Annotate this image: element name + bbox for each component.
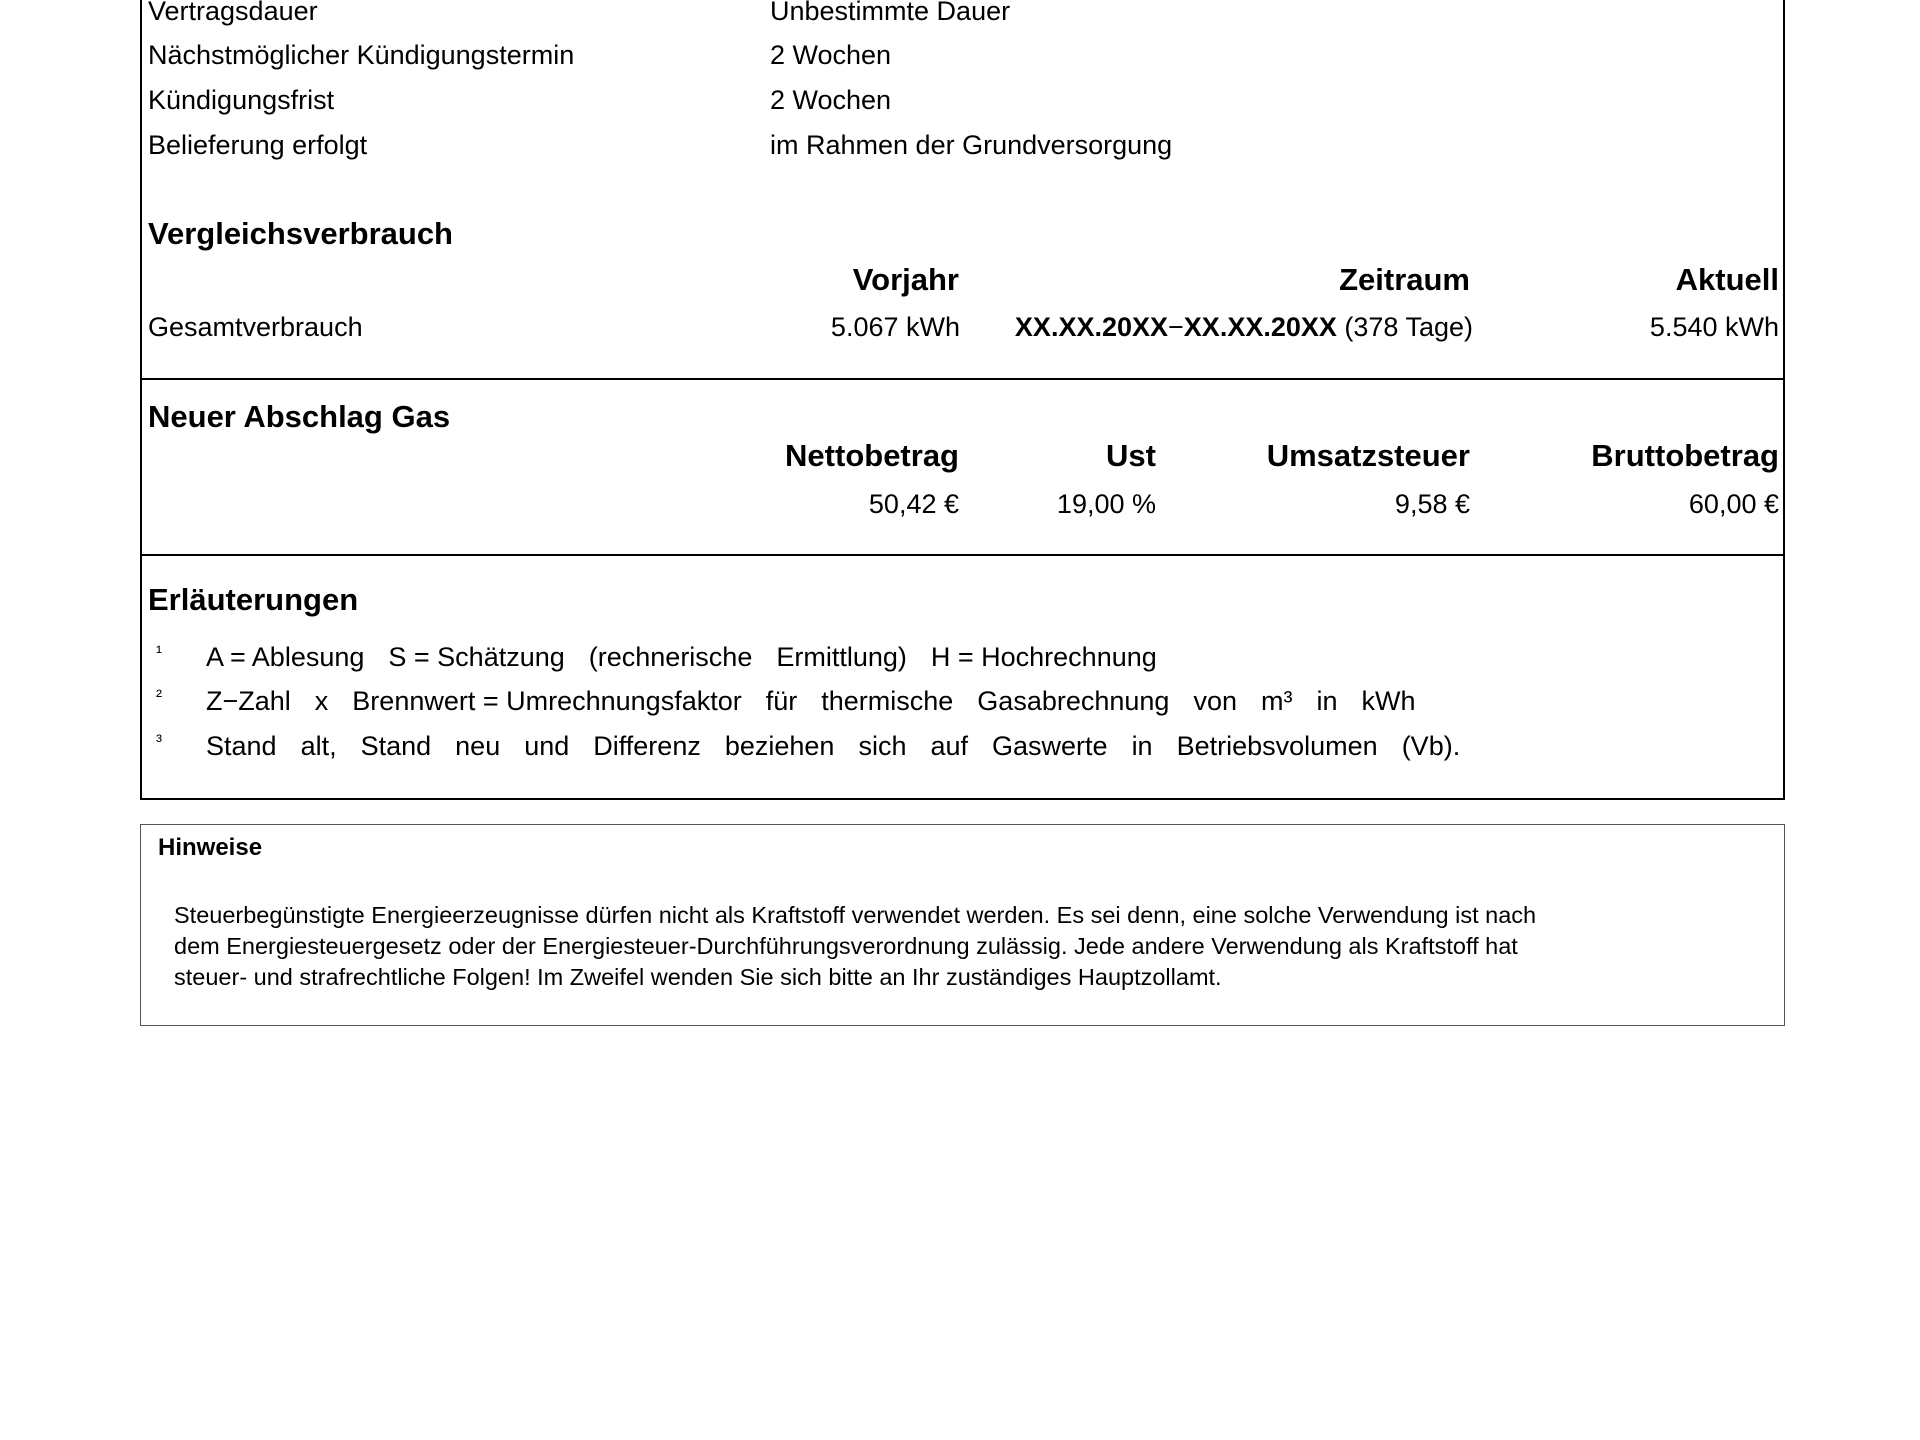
footnote-mark: ¹ [156,642,162,662]
footnote-word: A = Ablesung [206,642,365,672]
consumption-label: Gesamtverbrauch [148,312,363,342]
footnote-word: von [1193,686,1237,716]
footnote-word: Gaswerte [992,731,1108,761]
umsatzsteuer-value: 9,58 € [1394,489,1470,519]
contract-value: im Rahmen der Grundversorgung [770,130,1173,160]
header-netto: Nettobetrag [785,438,959,473]
footnote-1 [206,642,1181,673]
footnote-word: Gasabrechnung [977,686,1170,716]
footnote-word: sich [858,731,907,761]
hinweise-line: Steuerbegünstigte Energieerzeugnisse dürfen nicht als Kraftstoff verwendet werden. Es sei denn, eine solche Verwendung ist nach [174,902,1537,928]
footnote-word: Stand [206,731,277,761]
header-aktuell: Aktuell [1675,262,1779,297]
header-vorjahr: Vorjahr [852,262,959,297]
footnote-word: für [765,686,798,716]
footnote-word: Ermittlung) [776,642,907,672]
footnote-2 [206,686,1439,717]
contract-value: Unbestimmte Dauer [770,0,1011,26]
contract-value: 2 Wochen [770,40,892,70]
footnote-word: Brennwert = Umrechnungsfaktor [352,686,742,716]
footnote-word: thermische [821,686,954,716]
footnote-word: in [1316,686,1338,716]
footnote-word: kWh [1361,686,1416,716]
contract-value: 2 Wochen [770,85,892,115]
footnote-3 [206,731,1484,762]
footnote-word: Z−Zahl [206,686,291,716]
footnote-word: auf [930,731,969,761]
footnote-word: H = Hochrechnung [930,642,1157,672]
section-divider [140,378,1785,380]
brutto-value: 60,00 € [1688,489,1779,519]
erlaeuterungen-title: Erläuterungen [148,582,359,617]
abschlag-title: Neuer Abschlag Gas [148,399,451,434]
footnote-word: beziehen [724,731,835,761]
footnote-word: Stand [360,731,432,761]
footnote-word: neu [455,731,501,761]
footnote-word: (rechnerische [588,642,753,672]
footnote-mark: ³ [156,731,162,751]
comparison-title: Vergleichsverbrauch [148,216,453,251]
hinweise-line: dem Energiesteuergesetz oder der Energiesteuer-Durchführungsverordnung zulässig. Jede andere Verwendung als Kraftstoff hat [174,933,1518,959]
contract-label: Kündigungsfrist [148,85,335,115]
period-days: (378 Tage) [1344,312,1473,342]
vorjahr-value: 5.067 kWh [830,312,960,342]
footnote-word: Betriebsvolumen [1176,731,1378,761]
footnote-word: alt, [300,731,337,761]
period-value [1015,312,1473,343]
header-zeitraum: Zeitraum [1339,262,1470,297]
period-dash: − [1168,312,1184,342]
period-from: XX.XX.20XX [1014,312,1169,342]
footnote-word: in [1131,731,1153,761]
footnote-word: x [314,686,329,716]
ust-value: 19,00 % [1056,489,1156,519]
footnote-word: m³ [1260,686,1293,716]
footnote-word: S = Schätzung [388,642,565,672]
footnote-mark: ² [156,686,162,706]
header-ust: Ust [1106,438,1156,473]
hinweise-text [174,900,1536,993]
section-divider [140,554,1785,556]
header-umsatzsteuer: Umsatzsteuer [1266,438,1470,473]
contract-label: Belieferung erfolgt [148,130,368,160]
footnote-word: (Vb). [1401,731,1461,761]
period-to: XX.XX.20XX [1183,312,1337,342]
contract-label: Vertragsdauer [148,0,318,26]
aktuell-value: 5.540 kWh [1649,312,1779,342]
contract-label: Nächstmöglicher Kündigungstermin [148,40,575,70]
hinweise-title: Hinweise [158,834,263,861]
footnote-word: und [524,731,570,761]
footnote-word: Differenz [593,731,701,761]
hinweise-line: steuer- und strafrechtliche Folgen! Im Zweifel wenden Sie sich bitte an Ihr zuständiges Hauptzollamt. [174,964,1222,990]
header-brutto: Bruttobetrag [1591,438,1779,473]
netto-value: 50,42 € [868,489,959,519]
